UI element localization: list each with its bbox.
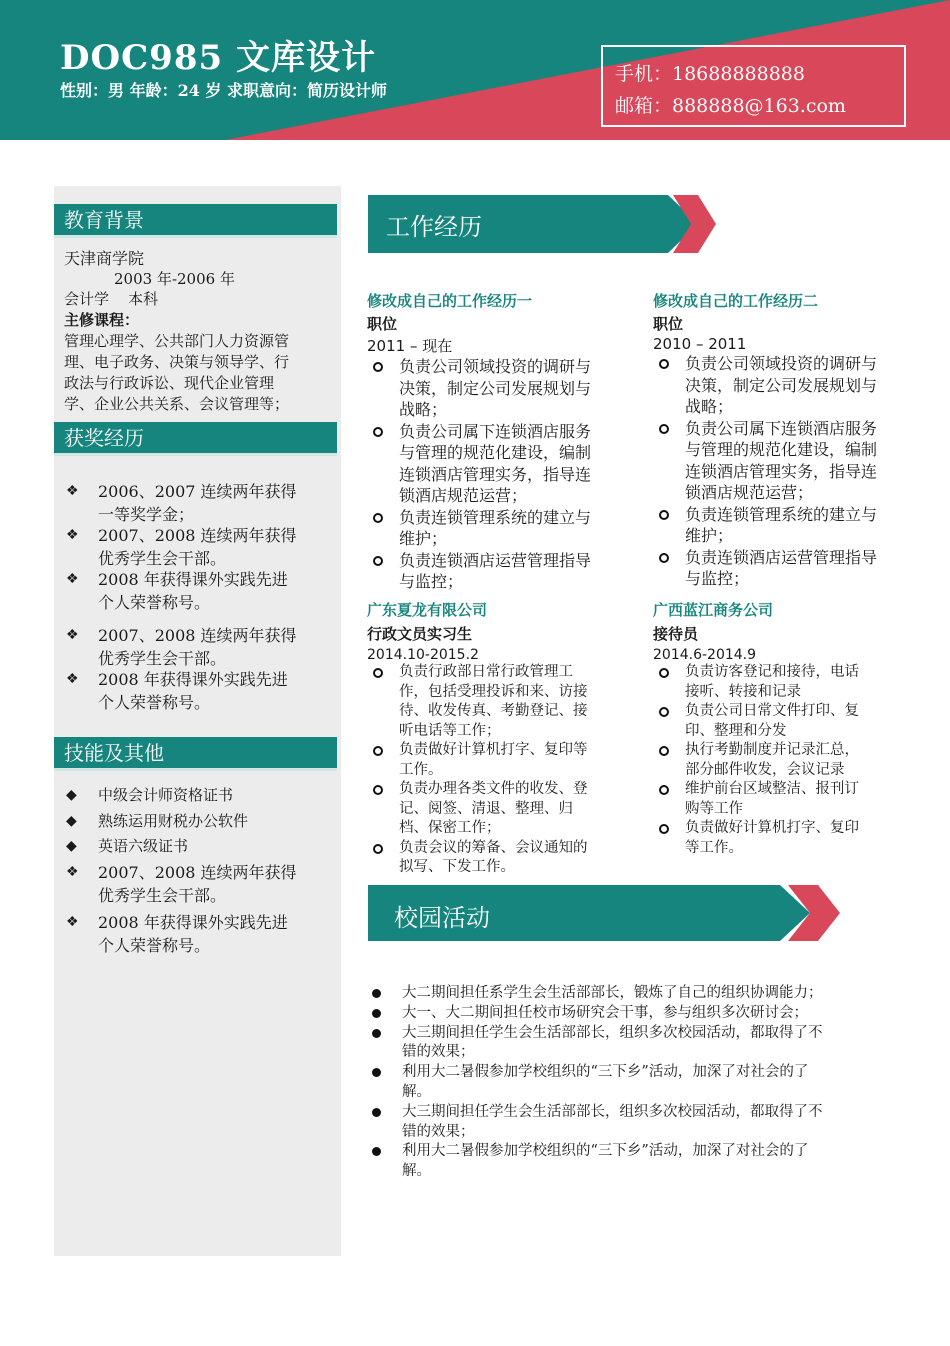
award-bullet-icon: ❖ <box>66 627 79 643</box>
item-line: 与管理的规范化建设，编制 <box>399 443 592 462</box>
job-duty-item <box>367 663 622 741</box>
item-line: 负责公司属下连锁酒店服务 <box>685 418 878 438</box>
circle-bullet-icon <box>659 785 669 795</box>
campus-banner <box>368 885 843 945</box>
circle-bullet-icon <box>373 556 383 566</box>
item-line: 错的效果； <box>402 1123 475 1140</box>
circle-bullet-icon <box>659 553 669 563</box>
job-duty-list <box>367 663 622 878</box>
award-bullet-icon: ❖ <box>66 571 79 587</box>
job-title: 广东夏龙有限公司 <box>367 601 488 619</box>
filled-bullet-icon <box>372 1009 381 1018</box>
item-line: 英语六级证书 <box>98 837 189 855</box>
job-duty-item <box>367 839 622 878</box>
job-entry <box>367 290 622 593</box>
item-line: 解。 <box>402 1163 431 1180</box>
skill-item <box>62 861 332 907</box>
item-line: 负责办理各类文件的收发、登 <box>399 781 588 797</box>
diamond-bullet-icon: ◆ <box>66 787 77 803</box>
circle-bullet-icon <box>659 707 669 717</box>
item-line: 大三期间担任学生会生活部部长，组织多次校园活动，都取得了不 <box>402 1103 823 1120</box>
item-line: 听电话等工作； <box>399 722 501 739</box>
job-duty-item <box>653 504 908 547</box>
item-line: 负责会议的筹备、会议通知的 <box>399 839 588 856</box>
basic-info: 性别：男 年龄：24 岁 求职意向：简历设计师 <box>60 81 387 100</box>
job-duty-item <box>367 356 622 421</box>
item-line: 部分邮件收发，会议记录 <box>685 761 845 778</box>
filled-bullet-icon <box>372 1029 381 1038</box>
job-date: 2011 – 现在 <box>367 337 453 355</box>
item-line: 优秀学生会干部。 <box>98 649 227 668</box>
filled-bullet-icon <box>372 1108 381 1117</box>
award-item <box>62 624 332 670</box>
header-banner <box>0 0 950 140</box>
job-role: 行政文员实习生 <box>367 625 473 643</box>
job-entry <box>367 599 622 878</box>
item-line: 执行考勤制度并记录汇总， <box>685 742 859 758</box>
item-line: 2008 年获得课外实践先进 <box>98 670 288 689</box>
item-line: 等工作。 <box>685 839 743 856</box>
item-line: 待、收发传真、考勤登记、接 <box>399 703 588 719</box>
item-line: 战略； <box>399 400 448 419</box>
skill-item <box>62 835 332 858</box>
item-line: 解。 <box>402 1083 431 1100</box>
left-sidebar <box>54 186 341 1256</box>
item-line: 档、保密工作； <box>399 820 501 836</box>
campus-item <box>372 984 902 1004</box>
education-heading: 教育背景 <box>54 204 337 238</box>
job-date: 2014.10-2015.2 <box>367 647 479 663</box>
item-line: 负责公司领域投资的调研与 <box>685 354 878 373</box>
education-period: 2003 年-2006 年 <box>114 270 235 288</box>
item-line: 利用大二暑假参加学校组织的“三下乡”活动，加深了对社会的了 <box>402 1143 809 1160</box>
courses-text <box>64 331 289 415</box>
item-line: 2006、2007 连续两年获得 <box>98 482 297 501</box>
item-line: 锁酒店规范运营； <box>399 486 528 505</box>
item-line: 负责做好计算机打字、复印 <box>685 820 859 836</box>
item-line: 与监控； <box>399 572 464 591</box>
award-item <box>62 668 332 714</box>
campus-item <box>372 1004 902 1024</box>
item-line: 大二期间担任系学生会生活部部长，锻炼了自己的组织协调能力； <box>402 985 823 1001</box>
job-duty-item <box>653 819 908 858</box>
circle-bullet-icon <box>373 513 383 523</box>
item-line: 大三期间担任学生会生活部部长，组织多次校园活动，都取得了不 <box>402 1024 823 1041</box>
job-duty-item <box>367 780 622 839</box>
campus-list <box>372 984 902 1182</box>
item-line: 大一、大二期间担任校市场研究会干事，参与组织多次研讨会； <box>402 1004 808 1021</box>
skill-item <box>62 911 332 957</box>
campus-item <box>372 1024 902 1064</box>
candidate-name: DOC985 文库设计 <box>60 38 376 78</box>
item-line: 个人荣誉称号。 <box>98 936 211 955</box>
award-bullet-icon: ❖ <box>66 914 79 930</box>
item-line: 接听、转接和记录 <box>685 683 801 700</box>
item-line: 维护； <box>685 526 734 545</box>
circle-bullet-icon <box>373 668 383 678</box>
award-bullet-icon: ❖ <box>66 527 79 543</box>
job-role: 接待员 <box>653 625 699 643</box>
job-role: 职位 <box>653 315 684 333</box>
circle-bullet-icon <box>659 359 669 369</box>
item-line: 连锁酒店管理实务，指导连 <box>399 464 592 484</box>
item-line: 维护； <box>399 529 448 548</box>
job-duty-item <box>653 702 908 741</box>
job-duty-item <box>653 547 908 590</box>
filled-bullet-icon <box>372 1147 381 1156</box>
job-duty-item <box>653 741 908 780</box>
skill-item <box>62 784 332 807</box>
filled-bullet-icon <box>372 1068 381 1077</box>
job-duty-item <box>653 418 908 504</box>
item-line: 负责公司日常文件打印、复 <box>685 703 859 719</box>
courses-label: 主修课程： <box>64 311 140 329</box>
item-line: 锁酒店规范运营； <box>685 483 814 502</box>
item-line: 负责公司领域投资的调研与 <box>399 357 592 376</box>
job-title: 修改成自己的工作经历二 <box>653 292 819 310</box>
job-date: 2014.6-2014.9 <box>653 647 757 663</box>
circle-bullet-icon <box>373 785 383 795</box>
item-line: 印、整理和分发 <box>685 722 787 739</box>
courses-line: 理、电子政务、决策与领导学、行 <box>64 353 290 371</box>
job-title: 广西蓝江商务公司 <box>653 601 774 619</box>
item-line: 负责访客登记和接待，电话 <box>685 664 859 680</box>
item-line: 2007、2008 连续两年获得 <box>98 626 297 645</box>
diamond-bullet-icon: ◆ <box>66 813 77 829</box>
courses-line: 学、企业公共关系、会议管理等； <box>64 395 290 413</box>
item-line: 记、阅签、清退、整理、归 <box>399 800 573 817</box>
work-heading: 工作经历 <box>386 213 482 241</box>
filled-bullet-icon <box>372 989 381 998</box>
education-major: 会计学 本科 <box>64 290 159 308</box>
item-line: 2007、2008 连续两年获得 <box>98 863 297 882</box>
award-bullet-icon: ❖ <box>66 671 79 687</box>
item-line: 2007、2008 连续两年获得 <box>98 526 297 545</box>
item-line: 利用大二暑假参加学校组织的“三下乡”活动，加深了对社会的了 <box>402 1064 809 1081</box>
item-line: 负责连锁酒店运营管理指导 <box>685 547 878 567</box>
job-duty-item <box>653 663 908 702</box>
diamond-bullet-icon: ◆ <box>66 838 77 854</box>
work-banner <box>368 195 718 257</box>
job-duty-item <box>367 421 622 507</box>
item-line: 决策，制定公司发展规划与 <box>399 378 592 398</box>
campus-item <box>372 1103 902 1143</box>
award-item <box>62 524 332 570</box>
item-line: 个人荣誉称号。 <box>98 593 211 612</box>
job-duty-item <box>653 353 908 418</box>
courses-line: 政法与行政诉讼、现代企业管理 <box>64 374 275 392</box>
item-line: 连锁酒店管理实务，指导连 <box>685 461 878 481</box>
item-line: 优秀学生会干部。 <box>98 549 227 568</box>
circle-bullet-icon <box>373 746 383 756</box>
item-line: 优秀学生会干部。 <box>98 886 227 905</box>
circle-bullet-icon <box>659 424 669 434</box>
award-bullet-icon: ❖ <box>66 483 79 499</box>
item-line: 维护前台区域整洁、报刊订 <box>685 781 859 797</box>
circle-bullet-icon <box>659 668 669 678</box>
item-line: 战略； <box>685 397 734 416</box>
circle-bullet-icon <box>373 844 383 854</box>
job-duty-list <box>653 353 908 590</box>
item-line: 与监控； <box>685 569 750 588</box>
award-bullet-icon: ❖ <box>66 864 79 880</box>
item-line: 负责连锁管理系统的建立与 <box>685 504 878 524</box>
circle-bullet-icon <box>659 824 669 834</box>
campus-item <box>372 1063 902 1103</box>
job-date: 2010 – 2011 <box>653 335 747 353</box>
item-line: 与管理的规范化建设，编制 <box>685 440 878 459</box>
job-duty-item <box>367 550 622 593</box>
item-line: 2008 年获得课外实践先进 <box>98 913 288 932</box>
phone-text: 手机：18688888888 <box>615 63 805 85</box>
item-line: 负责行政部日常行政管理工 <box>399 664 573 680</box>
job-entry <box>653 290 908 590</box>
campus-item <box>372 1142 902 1182</box>
item-line: 错的效果； <box>402 1044 475 1061</box>
job-duty-item <box>367 741 622 780</box>
courses-line: 管理心理学、公共部门人力资源管 <box>64 332 290 350</box>
item-line: 中级会计师资格证书 <box>98 786 234 804</box>
item-line: 负责做好计算机打字、复印等 <box>399 742 588 758</box>
item-line: 2008 年获得课外实践先进 <box>98 570 288 589</box>
job-role: 职位 <box>367 315 398 333</box>
skills-heading: 技能及其他 <box>54 737 337 771</box>
email-text: 邮箱：888888@163.com <box>615 95 846 117</box>
item-line: 负责公司属下连锁酒店服务 <box>399 421 592 441</box>
item-line: 作，包括受理投诉和来、访接 <box>399 683 588 700</box>
job-duty-item <box>367 507 622 550</box>
award-item <box>62 568 332 614</box>
item-line: 购等工作 <box>685 800 743 817</box>
skill-item <box>62 810 332 833</box>
contact-box <box>601 45 906 127</box>
item-line: 一等奖学金； <box>98 505 195 524</box>
circle-bullet-icon <box>373 427 383 437</box>
circle-bullet-icon <box>659 746 669 756</box>
item-line: 工作。 <box>399 761 443 778</box>
job-duty-list <box>367 356 622 593</box>
school-name: 天津商学院 <box>64 249 145 268</box>
item-line: 决策，制定公司发展规划与 <box>685 375 878 395</box>
item-line: 负责连锁酒店运营管理指导 <box>399 550 592 570</box>
item-line: 熟练运用财税办公软件 <box>98 812 249 830</box>
campus-heading: 校园活动 <box>394 904 490 932</box>
award-item <box>62 480 332 526</box>
job-duty-item <box>653 780 908 819</box>
circle-bullet-icon <box>659 510 669 520</box>
job-duty-list <box>653 663 908 858</box>
job-title: 修改成自己的工作经历一 <box>367 292 533 310</box>
awards-heading: 获奖经历 <box>54 422 337 456</box>
item-line: 个人荣誉称号。 <box>98 693 211 712</box>
item-line: 负责连锁管理系统的建立与 <box>399 507 592 527</box>
circle-bullet-icon <box>373 362 383 372</box>
item-line: 拟写、下发工作。 <box>399 859 515 875</box>
job-entry <box>653 599 908 858</box>
